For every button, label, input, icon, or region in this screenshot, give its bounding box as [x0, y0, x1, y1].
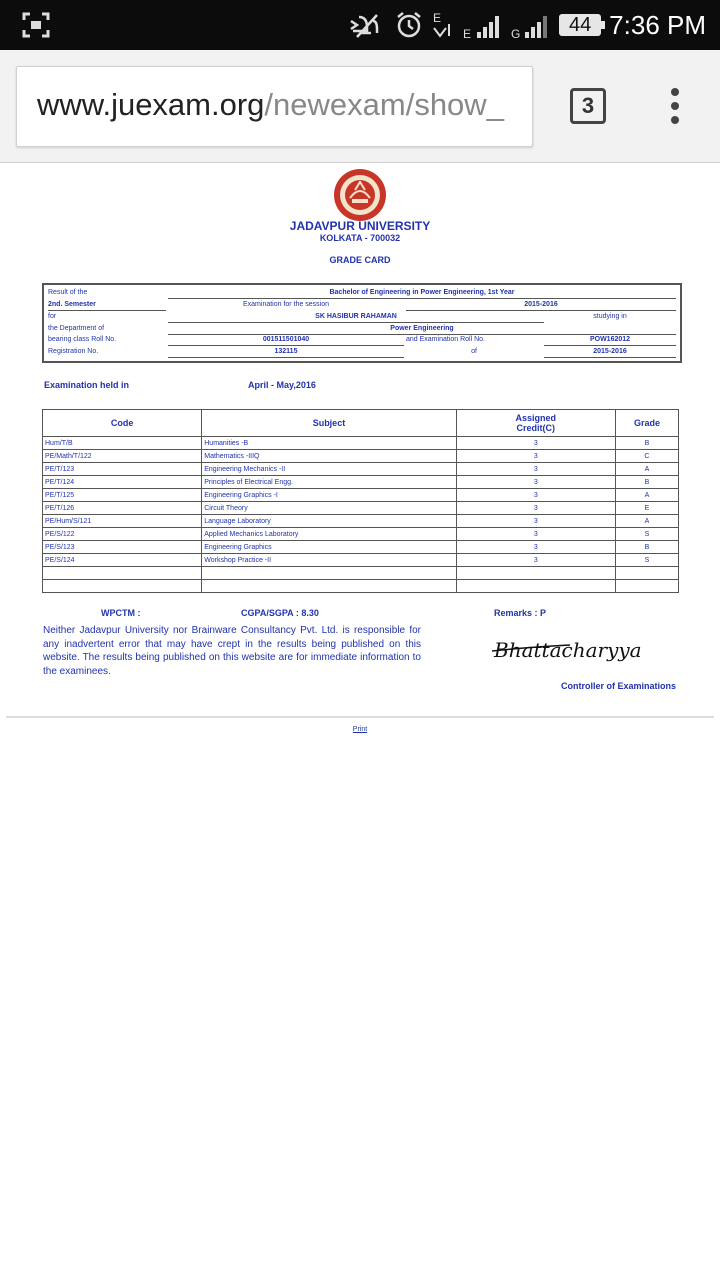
- address-bar[interactable]: [16, 66, 533, 147]
- exam-session-label: Examination for the session: [243, 301, 329, 308]
- exam-held-label: Examination held in: [44, 380, 130, 390]
- cell-code: PE/S/124: [43, 554, 202, 567]
- wpctm-label: WPCTM :: [101, 608, 141, 618]
- table-row: [43, 528, 679, 541]
- disclaimer-text: Neither Jadavpur University nor Brainware Consultancy Pvt. Ltd. is responsible for any inadvertent error that may have crept in the results being published on this website. The results being published on this website are for immediate information to the examinees.: [43, 625, 421, 677]
- cell-subject: Mathematics -IIIQ: [202, 450, 456, 463]
- cell-subject: Humanities -B: [202, 437, 456, 450]
- cell-grade: B: [615, 541, 678, 554]
- remarks-value: Remarks : P: [494, 608, 547, 618]
- cell-code: PE/T/123: [43, 463, 202, 476]
- student-name: SK HASIBUR RAHAMAN: [315, 313, 397, 320]
- table-row: [43, 476, 679, 489]
- clock: 7:36 PM: [609, 9, 706, 40]
- cell-credit: 3: [456, 528, 615, 541]
- cell-credit: 3: [456, 463, 615, 476]
- svg-text:Bhattacharyya: Bhattacharyya: [494, 638, 642, 662]
- empty-row: [43, 580, 679, 593]
- result-of-label: Result of the: [48, 289, 88, 296]
- url-path: /newexam/show_: [264, 87, 504, 122]
- grade-card-title: GRADE CARD: [329, 255, 391, 265]
- cgpa-value: CGPA/SGPA : 8.30: [241, 608, 319, 618]
- screenshot-icon: [22, 12, 50, 38]
- table-header-row: [43, 410, 679, 437]
- department-value: Power Engineering: [390, 325, 454, 332]
- university-logo: [333, 168, 387, 222]
- cell-grade: A: [615, 515, 678, 528]
- class-roll-value: 001511501040: [262, 336, 310, 343]
- university-name: JADAVPUR UNIVERSITY: [289, 219, 431, 233]
- table-row: [43, 450, 679, 463]
- cell-credit: 3: [456, 554, 615, 567]
- column-header-credit: [456, 410, 615, 437]
- signal-1-icon: [463, 10, 503, 40]
- class-roll-label: bearing class Roll No.: [48, 336, 117, 343]
- column-header-grade: Grade: [615, 410, 678, 437]
- registration-label: Registration No.: [48, 348, 99, 355]
- controller-signature: [490, 633, 676, 667]
- cell-credit: 3: [456, 515, 615, 528]
- department-label: the Department of: [48, 325, 105, 332]
- table-row: [43, 489, 679, 502]
- url-host: www.juexam.org: [37, 87, 265, 122]
- cell-subject: Principles of Electrical Engg.: [202, 476, 456, 489]
- cell-credit: 3: [456, 437, 615, 450]
- grades-table: [42, 409, 679, 593]
- table-row: [43, 437, 679, 450]
- for-label: for: [48, 313, 57, 320]
- cell-grade: A: [615, 463, 678, 476]
- column-header-subject: Subject: [202, 410, 456, 437]
- cell-code: PE/T/125: [43, 489, 202, 502]
- cell-grade: B: [615, 437, 678, 450]
- cell-subject: Applied Mechanics Laboratory: [202, 528, 456, 541]
- tab-switcher-button[interactable]: 3: [570, 88, 606, 124]
- cell-subject: Circuit Theory: [202, 502, 456, 515]
- cell-code: PE/S/122: [43, 528, 202, 541]
- notifications-off-icon: [347, 11, 387, 39]
- table-row: [43, 541, 679, 554]
- of-label: of: [471, 348, 477, 355]
- cell-grade: A: [615, 489, 678, 502]
- overflow-menu-icon[interactable]: [665, 88, 685, 124]
- cell-grade: C: [615, 450, 678, 463]
- cell-credit: 3: [456, 541, 615, 554]
- registration-session-value: 2015-2016: [593, 348, 627, 355]
- semester-value: 2nd. Semester: [48, 301, 96, 308]
- url-text[interactable]: [37, 87, 504, 123]
- cell-credit: 3: [456, 450, 615, 463]
- signal-2-icon: [511, 10, 551, 40]
- svg-text:E: E: [463, 27, 472, 40]
- alarm-icon: [395, 11, 423, 39]
- credit-header-line2: Credit(C): [516, 423, 556, 433]
- cell-subject: Engineering Graphics: [202, 541, 456, 554]
- cell-code: PE/T/126: [43, 502, 202, 515]
- student-info-box: [42, 283, 682, 363]
- status-bar: [0, 0, 720, 50]
- table-row: [43, 515, 679, 528]
- credit-header-line1: Assigned: [515, 413, 557, 423]
- exam-roll-value: POW162012: [589, 336, 631, 343]
- controller-title: Controller of Examinations: [560, 681, 676, 691]
- cell-subject: Language Laboratory: [202, 515, 456, 528]
- cell-credit: 3: [456, 489, 615, 502]
- browser-toolbar: [0, 50, 720, 163]
- studying-in-label: studying in: [593, 313, 627, 320]
- status-icons: [347, 0, 706, 50]
- print-link[interactable]: Print: [352, 726, 368, 733]
- cell-grade: S: [615, 528, 678, 541]
- cell-grade: E: [615, 502, 678, 515]
- cell-code: PE/T/124: [43, 476, 202, 489]
- empty-row: [43, 567, 679, 580]
- cell-grade: S: [615, 554, 678, 567]
- battery-level: 44: [569, 14, 592, 36]
- cell-code: Hum/T/B: [43, 437, 202, 450]
- cell-subject: Engineering Graphics -I: [202, 489, 456, 502]
- svg-text:E: E: [433, 11, 442, 25]
- cell-credit: 3: [456, 502, 615, 515]
- table-row: [43, 502, 679, 515]
- cell-subject: Workshop Practice -II: [202, 554, 456, 567]
- university-city: KOLKATA - 700032: [319, 233, 401, 243]
- table-row: [43, 554, 679, 567]
- data-transfer-icon: [431, 10, 455, 40]
- exam-held-value: April - May,2016: [248, 380, 316, 390]
- exam-roll-label: and Examination Roll No.: [406, 336, 485, 343]
- session-value: 2015-2016: [524, 301, 558, 308]
- degree-value: Bachelor of Engineering in Power Engineering, 1st Year: [329, 289, 515, 296]
- cell-subject: Engineering Mechanics -II: [202, 463, 456, 476]
- cell-credit: 3: [456, 476, 615, 489]
- cell-code: PE/Hum/S/121: [43, 515, 202, 528]
- svg-text:G: G: [511, 27, 521, 40]
- cell-code: PE/S/123: [43, 541, 202, 554]
- registration-value: 132115: [274, 348, 298, 355]
- table-row: [43, 463, 679, 476]
- battery-icon: [559, 14, 601, 36]
- column-header-code: Code: [43, 410, 202, 437]
- cell-code: PE/Math/T/122: [43, 450, 202, 463]
- divider: [6, 716, 714, 718]
- cell-grade: B: [615, 476, 678, 489]
